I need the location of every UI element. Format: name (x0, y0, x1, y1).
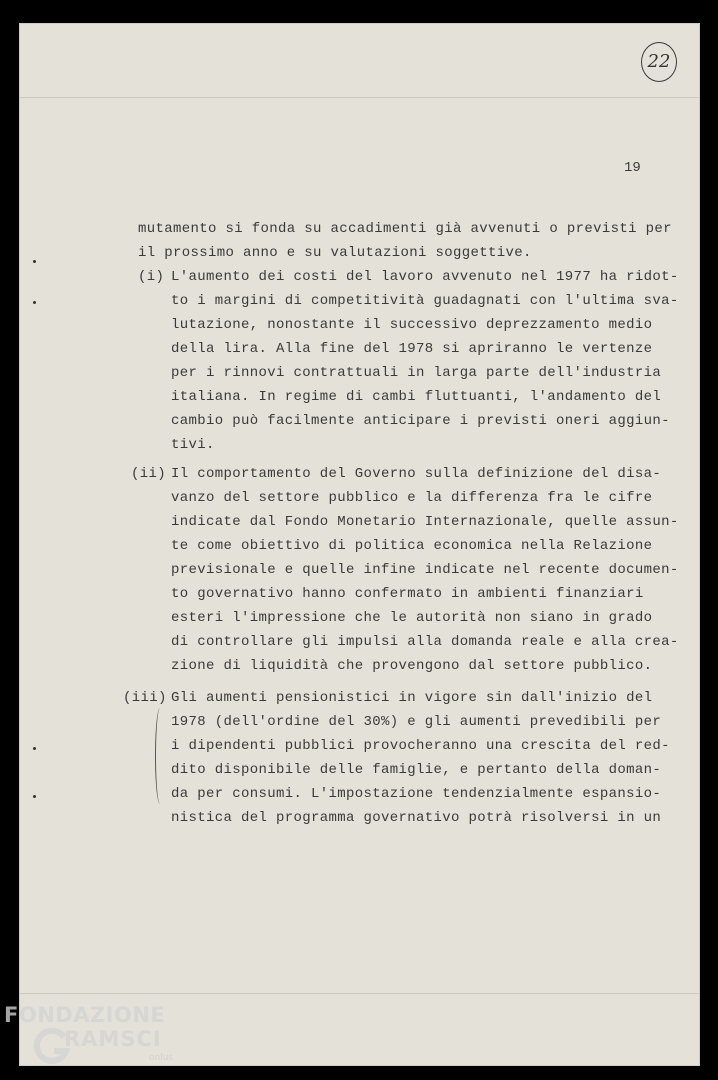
item-i-line: L'aumento dei costi del lavoro avvenuto nel 1977 ha ridot- (171, 269, 679, 285)
watermark-line2: RAMSCI (64, 1027, 162, 1051)
item-i-line: to i margini di competitività guadagnati con l'ultima sva- (171, 293, 679, 309)
margin-mark (33, 301, 36, 304)
margin-mark (33, 795, 36, 798)
item-i-line: della lira. Alla fine del 1978 si apriranno le vertenze (171, 341, 653, 357)
item-label-ii: (ii) (131, 466, 167, 482)
item-label-iii: (iii) (123, 690, 167, 706)
item-i-line: tivi. (171, 437, 215, 453)
archive-number-stamp: 22 (641, 42, 677, 82)
item-iii-line: dito disponibile delle famiglie, e pertanto della doman- (171, 762, 662, 778)
item-ii-line: zione di liquidità che provengono dal settore pubblico. (171, 658, 653, 674)
item-i-line: italiana. In regime di cambi fluttuanti, l'andamento del (171, 389, 662, 405)
item-ii-line: esteri l'impressione che le autorità non siano in grado (171, 610, 653, 626)
intro-line: mutamento si fonda su accadimenti già avvenuti o previsti per (138, 221, 672, 237)
fondazione-gramsci-watermark (4, 1003, 184, 1075)
margin-mark (33, 260, 36, 263)
item-ii-line: Il comportamento del Governo sulla definizione del disa- (171, 466, 662, 482)
item-i-line: per i rinnovi contrattuali in larga parte dell'industria (171, 365, 662, 381)
page-number: 19 (624, 160, 641, 176)
watermark-line1: FONDAZIONE (4, 1003, 166, 1027)
item-iii-line: Gli aumenti pensionistici in vigore sin dall'inizio del (171, 690, 653, 706)
item-ii-line: te come obiettivo di politica economica nella Relazione (171, 538, 653, 554)
item-label-i: (i) (138, 269, 165, 285)
item-iii-line: nistica del programma governativo potrà risolversi in un (171, 810, 662, 826)
intro-line: il prossimo anno e su valutazioni soggettive. (138, 245, 532, 261)
item-ii-line: previsionale e quelle infine indicate nel recente documen- (171, 562, 679, 578)
item-ii-line: di controllare gli impulsi alla domanda reale e alla crea- (171, 634, 679, 650)
item-ii-line: indicate dal Fondo Monetario Internazionale, quelle assun- (171, 514, 679, 530)
fold-line-bottom (19, 993, 700, 994)
item-ii-line: vanzo del settore pubblico e la differenza fra le cifre (171, 490, 653, 506)
item-i-line: cambio può facilmente anticipare i previsti oneri aggiun- (171, 413, 670, 429)
item-iii-line: i dipendenti pubblici provocheranno una crescita del red- (171, 738, 670, 754)
handwritten-bracket (155, 708, 165, 804)
margin-mark (33, 747, 36, 750)
item-i-line: lutazione, nonostante il successivo deprezzamento medio (171, 317, 653, 333)
watermark-suffix: onlus (149, 1053, 174, 1063)
item-ii-line: to governativo hanno confermato in ambienti finanziari (171, 586, 644, 602)
item-iii-line: da per consumi. L'impostazione tendenzialmente espansio- (171, 786, 662, 802)
item-iii-line: 1978 (dell'ordine del 30%) e gli aumenti prevedibili per (171, 714, 662, 730)
fold-line-top (19, 97, 700, 98)
